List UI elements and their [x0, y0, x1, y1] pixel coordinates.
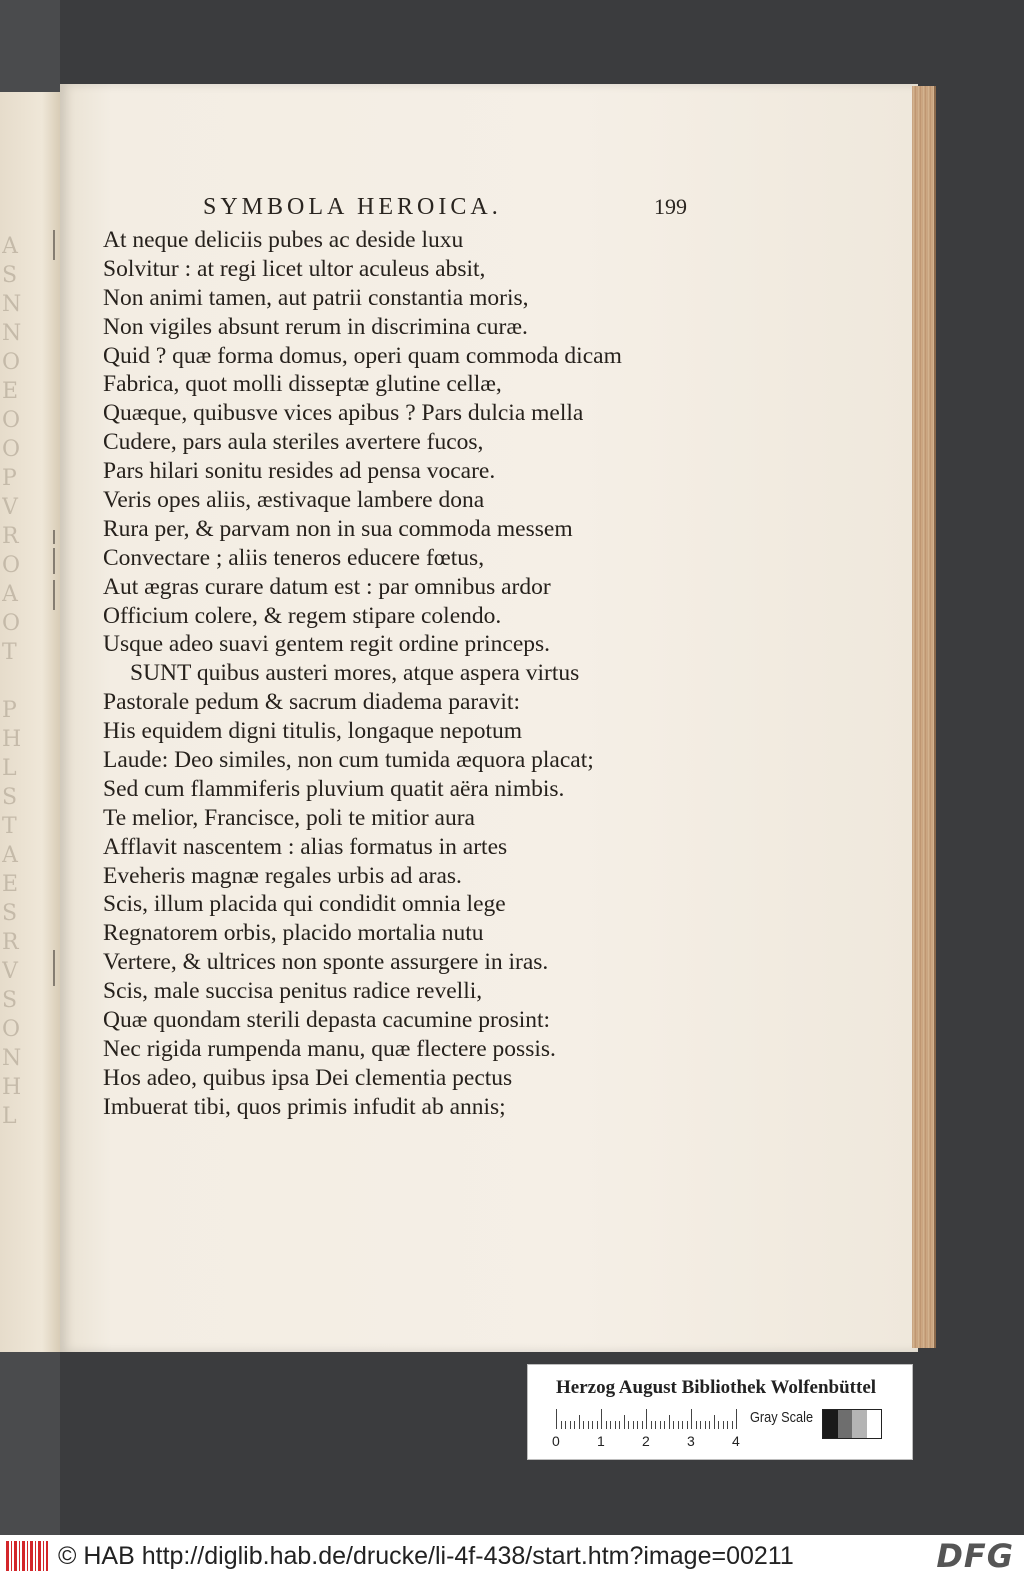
- verse-line: Imbuerat tibi, quos primis infudit ab annis;: [103, 1093, 506, 1120]
- ruler-tick: [723, 1421, 724, 1429]
- verse-line: Vertere, & ultrices non sponte assurgere in iras.: [103, 949, 549, 976]
- ghost-letter: O: [2, 611, 21, 636]
- ruler-tick: [669, 1415, 670, 1429]
- ruler-tick: [574, 1421, 575, 1429]
- ruler-tick: [660, 1421, 661, 1429]
- ghost-letter: H: [2, 727, 22, 752]
- copyright-link[interactable]: © HAB http://diglib.hab.de/drucke/li-4f-438/start.htm?image=00211: [58, 1542, 794, 1570]
- verse-line: Te melior, Francisce, poli te mitior aura: [103, 804, 475, 831]
- ghost-letter: R: [2, 930, 19, 955]
- ruler-tick: [714, 1415, 715, 1429]
- ruler-tick: [705, 1421, 706, 1429]
- ruler-tick: [633, 1421, 634, 1429]
- verse-line: Usque adeo suavi gentem regit ordine princeps.: [103, 631, 551, 658]
- verse-line: Aut ægras curare datum est : par omnibus ardor: [103, 573, 551, 600]
- verse-line: Pastorale pedum & sacrum diadema paravit:: [103, 689, 520, 716]
- ghost-letter: T: [2, 640, 17, 665]
- verse-line: Scis, male succisa penitus radice revelli,: [103, 978, 483, 1005]
- verse-line: Nec rigida rumpenda manu, quæ flectere possis.: [103, 1035, 556, 1062]
- ruler-tick: [601, 1409, 602, 1429]
- verse-line: Pars hilari sonitu resides ad pensa vocare.: [103, 458, 496, 485]
- ghost-letter: L: [2, 756, 17, 781]
- ghost-letter: H: [2, 1075, 22, 1100]
- ruler-tick: [597, 1421, 598, 1429]
- ruler-tick: [691, 1409, 692, 1429]
- ruler-tick: [655, 1421, 656, 1429]
- ghost-letter: S: [2, 785, 18, 810]
- verse-line: His equidem digni titulis, longaque nepotum: [103, 718, 523, 745]
- ghost-letter: A: [2, 582, 18, 607]
- color-calibration-card: [527, 1364, 913, 1460]
- verse-line: Rura per, & parvam non in sua commoda messem: [103, 515, 573, 542]
- ruler-tick: [615, 1421, 616, 1429]
- viewer-footer: [0, 1535, 1024, 1577]
- barcode-icon: [6, 1541, 48, 1571]
- ghost-letter: N: [2, 321, 22, 346]
- page-header: [203, 190, 687, 226]
- ghost-letter: L: [2, 1104, 17, 1129]
- ruler-number: 0: [552, 1433, 560, 1449]
- ruler-tick: [637, 1421, 638, 1429]
- gray-swatch: [867, 1410, 882, 1438]
- ruler-tick: [628, 1421, 629, 1429]
- ruler-tick: [592, 1421, 593, 1429]
- page-number: 199: [654, 194, 687, 219]
- facing-page-edge: [0, 92, 60, 1352]
- ghost-letter: A: [2, 843, 18, 868]
- verse-line: Non vigiles absunt rerum in discrimina curæ.: [103, 313, 528, 340]
- ruler-tick: [606, 1421, 607, 1429]
- ruler-tick: [664, 1421, 665, 1429]
- ruler-tick: [646, 1409, 647, 1429]
- ghost-letter: A: [2, 234, 18, 259]
- verse-line: Sed cum flammiferis pluvium quatit aëra nimbis.: [103, 775, 565, 802]
- ruler-tick: [700, 1421, 701, 1429]
- ruler-tick: [588, 1421, 589, 1429]
- verse-line: Laude: Deo similes, non cum tumida æquora placat;: [103, 747, 594, 774]
- ghost-letter: S: [2, 901, 18, 926]
- ghost-letter: O: [2, 553, 21, 578]
- ruler-tick: [583, 1421, 584, 1429]
- verse-line: Cudere, pars aula steriles avertere fucos,: [103, 429, 484, 456]
- ghost-letter: O: [2, 408, 21, 433]
- verse-line: Solvitur : at regi licet ultor aculeus absit,: [103, 255, 486, 282]
- verse-line: Hos adeo, quibus ipsa Dei clementia pectus: [103, 1064, 513, 1091]
- verse-line: Veris opes aliis, æstivaque lambere dona: [103, 487, 485, 514]
- ghost-letter: V: [2, 495, 18, 520]
- gray-swatch: [823, 1410, 838, 1438]
- ghost-letter: P: [2, 466, 17, 491]
- verse-line: Quæque, quibusve vices apibus ? Pars dulcia mella: [103, 400, 584, 427]
- gray-swatch: [838, 1410, 853, 1438]
- ruler-number: 2: [642, 1433, 650, 1449]
- library-name: Herzog August Bibliothek Wolfenbüttel: [556, 1377, 877, 1398]
- ruler-tick: [727, 1421, 728, 1429]
- ruler-tick: [673, 1421, 674, 1429]
- ruler-tick: [556, 1409, 557, 1429]
- ruler-number: 4: [732, 1433, 740, 1449]
- ghost-letter: E: [2, 379, 19, 404]
- verse-line: Convectare ; aliis teneros educere fœtus,: [103, 544, 485, 571]
- ghost-letter: P: [2, 698, 17, 723]
- ghost-letter: O: [2, 350, 21, 375]
- ghost-letter: [2, 667, 22, 696]
- verse-line: Officium colere, & regem stipare colendo.: [103, 602, 502, 629]
- verse-line: Regnatorem orbis, placido mortalia nutu: [103, 920, 484, 947]
- verse-line: Non animi tamen, aut patrii constantia moris,: [103, 284, 529, 311]
- ruler-tick: [619, 1421, 620, 1429]
- ruler-tick: [579, 1415, 580, 1429]
- gray-scale-swatches: [822, 1409, 882, 1439]
- ghost-letter: O: [2, 437, 21, 462]
- ghost-letter: E: [2, 872, 19, 897]
- show-through-letters: [2, 232, 22, 1131]
- ruler-tick: [718, 1421, 719, 1429]
- verse-line: Quid ? quæ forma domus, operi quam commoda dicam: [103, 342, 622, 369]
- verse-line: SUNT quibus austeri mores, atque aspera virtus: [130, 660, 580, 687]
- ruler-tick: [709, 1421, 710, 1429]
- ruler-tick: [651, 1421, 652, 1429]
- ruler-tick: [624, 1415, 625, 1429]
- ruler-tick: [610, 1421, 611, 1429]
- dfg-logo: DFG: [936, 1537, 1014, 1575]
- verse-line: Afflavit nascentem : alias formatus in artes: [103, 833, 508, 860]
- ruler-tick: [642, 1421, 643, 1429]
- ruler-tick: [561, 1421, 562, 1429]
- verse-line: Eveheris magnæ regales urbis ad aras.: [103, 862, 462, 889]
- ruler-number: 1: [597, 1433, 605, 1449]
- ruler-tick: [736, 1409, 737, 1429]
- ghost-letter: R: [2, 524, 19, 549]
- ghost-letter: N: [2, 292, 22, 317]
- ghost-letter: S: [2, 988, 18, 1013]
- ghost-letter: T: [2, 814, 17, 839]
- verse-line: At neque deliciis pubes ac deside luxu: [103, 227, 464, 253]
- page-stack-edge: [912, 86, 936, 1348]
- verse-text: [103, 226, 703, 1122]
- verse-line: Quæ quondam sterili depasta cacumine prosint:: [103, 1007, 551, 1034]
- ruler-tick: [696, 1421, 697, 1429]
- ghost-letter: V: [2, 959, 18, 984]
- ghost-letter: N: [2, 1046, 22, 1071]
- ruler-tick: [570, 1421, 571, 1429]
- ruler-tick: [682, 1421, 683, 1429]
- gray-scale-label: Gray Scale: [750, 1409, 814, 1426]
- ruler-tick: [687, 1421, 688, 1429]
- ruler-tick: [565, 1421, 566, 1429]
- verse-line: Scis, illum placida qui condidit omnia lege: [103, 891, 506, 918]
- gray-swatch: [852, 1410, 867, 1438]
- verse-line: Fabrica, quot molli disseptæ glutine cellæ,: [103, 371, 502, 398]
- ruler-tick: [678, 1421, 679, 1429]
- ghost-letter: S: [2, 263, 18, 288]
- running-title: SYMBOLA HEROICA.: [203, 194, 502, 220]
- ruler-tick: [732, 1421, 733, 1429]
- ruler-numbers: [552, 1433, 752, 1451]
- ghost-letter: O: [2, 1017, 21, 1042]
- scale-ruler: [556, 1407, 742, 1429]
- ruler-number: 3: [687, 1433, 695, 1449]
- margin-marks: [53, 230, 61, 1030]
